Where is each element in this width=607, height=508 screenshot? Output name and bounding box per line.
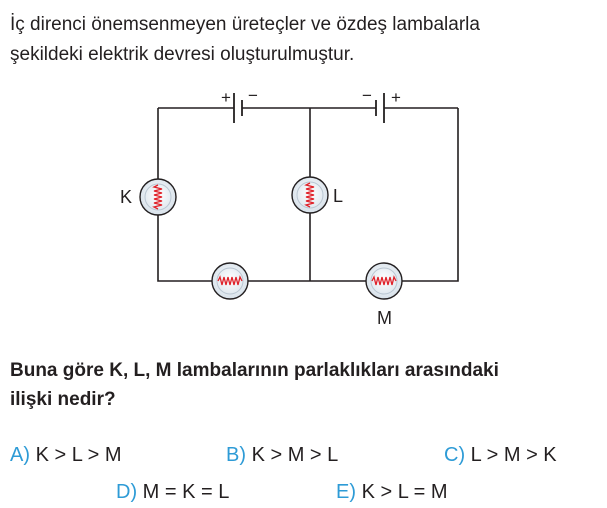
battery-2-plus-label: +: [391, 88, 401, 107]
option-b[interactable]: [226, 444, 338, 467]
option-d-text: M = K = L: [142, 481, 230, 503]
option-a-letter: A): [10, 444, 30, 466]
option-a-text: K > L > M: [35, 444, 122, 466]
question-line-1: Buna göre K, L, M lambalarının parlaklıkları arasındaki: [10, 360, 499, 381]
option-c[interactable]: [444, 444, 557, 467]
lamp-m-label: M: [377, 308, 392, 328]
battery-1: [234, 93, 242, 123]
lamp-bottom-left: [212, 263, 248, 299]
option-d[interactable]: [116, 481, 229, 504]
battery-2: [376, 93, 384, 123]
lamp-k-label: K: [120, 187, 133, 207]
option-d-letter: D): [116, 481, 138, 503]
problem-line-1: İç direnci önemsenmeyen üreteçler ve özdeş lambalarla: [10, 14, 480, 35]
option-e-letter: E): [336, 481, 356, 503]
wire-left-lower: [158, 215, 212, 281]
option-e[interactable]: [336, 481, 448, 504]
battery-1-minus-label: −: [248, 86, 258, 105]
question-text: [10, 356, 605, 414]
lamp-l-label: L: [333, 186, 344, 206]
lamp-l: [292, 177, 328, 213]
option-c-letter: C): [444, 444, 466, 466]
option-e-text: K > L = M: [361, 481, 448, 503]
option-a[interactable]: [10, 444, 122, 467]
option-b-letter: B): [226, 444, 246, 466]
wire-bottom-right: [402, 108, 458, 281]
option-b-text: K > M > L: [251, 444, 339, 466]
lamp-k: [140, 179, 176, 215]
problem-line-2: şekildeki elektrik devresi oluşturulmuştur.: [10, 44, 355, 65]
lamp-m: [366, 263, 402, 299]
question-line-2: ilişki nedir?: [10, 389, 116, 410]
battery-2-minus-label: −: [362, 86, 372, 105]
option-c-text: L > M > K: [470, 444, 557, 466]
battery-1-plus-label: +: [221, 88, 231, 107]
